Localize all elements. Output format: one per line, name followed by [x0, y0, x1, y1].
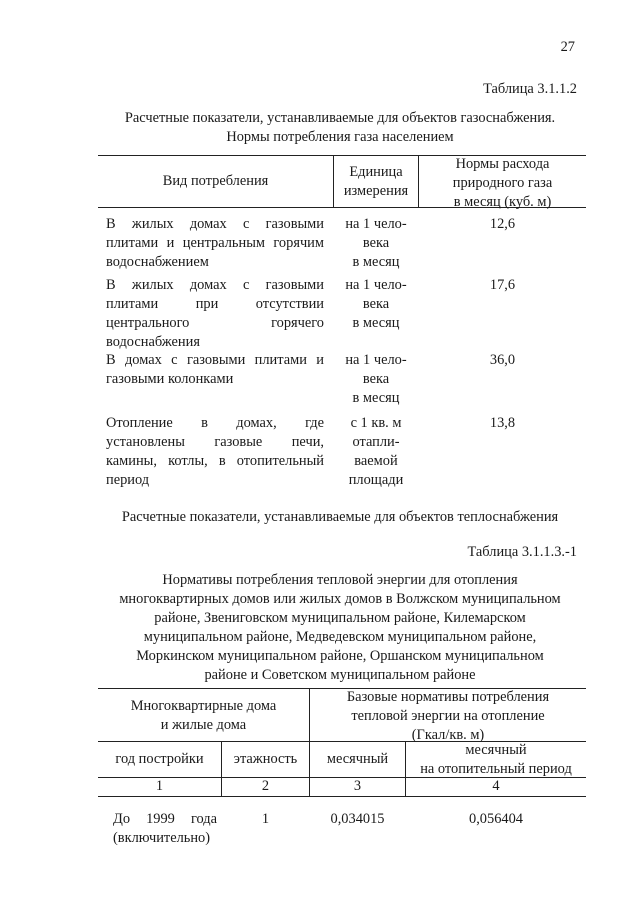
table1-row-unit: на 1 чело- века в месяц [345, 277, 407, 331]
table1-row-unit: на 1 чело- века в месяц [345, 352, 407, 406]
table2-col-number: 2 [261, 778, 270, 794]
table1-row-desc-line: В жилых домах с газовыми [106, 216, 324, 232]
table1-row-desc [106, 351, 324, 389]
table1-header-type: Вид потребления [162, 173, 269, 189]
table1-row-unit: с 1 кв. м отапли- ваемой площади [348, 415, 404, 488]
table1-row-unit: на 1 чело- века в месяц [345, 216, 407, 270]
table1-row-desc-line: газовыми колонками [106, 371, 234, 387]
heat-section-title: Расчетные показатели, устанавливаемые для объектов теплоснабжения [121, 509, 559, 525]
table2-col-number: 3 [353, 778, 362, 794]
table2-row-floors: 1 [261, 811, 270, 827]
table1-row-value: 13,8 [489, 415, 516, 431]
table1-row-desc-line: водоснабжения [106, 334, 200, 350]
table1-title-line2: Нормы потребления газа населением [226, 129, 454, 145]
page-number: 27 [560, 39, 575, 55]
table2-row-monthly: 0,034015 [330, 811, 385, 827]
table1-row-value: 12,6 [489, 216, 516, 232]
table1-row-desc-line: период [106, 472, 150, 488]
table2-header-floors: этажность [233, 751, 298, 767]
table1-row-desc-line: В домах с газовыми плитами и [106, 352, 324, 368]
table1-row-desc [106, 414, 324, 490]
table1-row-desc-line: плитами и центральным горячим [106, 235, 324, 251]
table1-row-desc [106, 215, 324, 272]
table1-row-value: 17,6 [489, 277, 516, 293]
table1-title-line1: Расчетные показатели, устанавливаемые для объектов газоснабжения. [124, 110, 556, 126]
table1-row-desc-line: камины, котлы, в отопительный [106, 453, 324, 469]
table2-header-divider-3 [98, 796, 586, 797]
table2-col-number: 4 [492, 778, 500, 794]
table1-header-unit: Единица измерения [343, 164, 409, 199]
table2-col-number: 1 [155, 778, 164, 794]
table2-header-year: год постройки [115, 751, 204, 767]
table1-row-desc-line: водоснабжением [106, 254, 209, 270]
table1-row-desc [106, 276, 324, 352]
table2-header-monthly: месячный [326, 751, 389, 767]
table1-label: Таблица 3.1.1.2 [483, 81, 577, 97]
table1-row-desc-line: установлены газовые печи, [106, 434, 324, 450]
table1-row-desc-line: В жилых домах с газовыми [106, 277, 324, 293]
table1-row-desc-line: Отопление в домах, где [106, 415, 324, 431]
table1-row-desc-line: плитами при отсутствии [106, 296, 324, 312]
table1-row-value: 36,0 [489, 352, 516, 368]
table2-row-year [113, 810, 217, 848]
table2-label: Таблица 3.1.1.3.-1 [467, 544, 577, 560]
table2-header-base: Базовые нормативы потребления тепловой энергии на отопление (Гкал/кв. м) [346, 689, 550, 743]
table2-row-monthly-period: 0,056404 [469, 811, 523, 827]
table2-header-group: Многоквартирные дома и жилые дома [130, 698, 277, 733]
table2-row-year-line: (включительно) [113, 830, 211, 846]
table2-row-year-line: До 1999 года [113, 811, 217, 827]
table1-header-norm: Нормы расхода природного газа в месяц (куб. м) [452, 156, 553, 210]
table2-title: Нормативы потребления тепловой энергии для отопления многоквартирных домов или жилых домов в Волжском муниципальном районе, Звениговском муниципальном районе, Килемарском муниципальном районе, Медведевском муниципальном районе, Моркинском муниципальном районе, Оршанском муниципальном районе и Советском муниципальном районе [119, 572, 561, 683]
table2-header-monthly-period: месячный на отопительный период [420, 742, 572, 777]
table1-row-desc-line: центрального горячего [106, 315, 324, 331]
